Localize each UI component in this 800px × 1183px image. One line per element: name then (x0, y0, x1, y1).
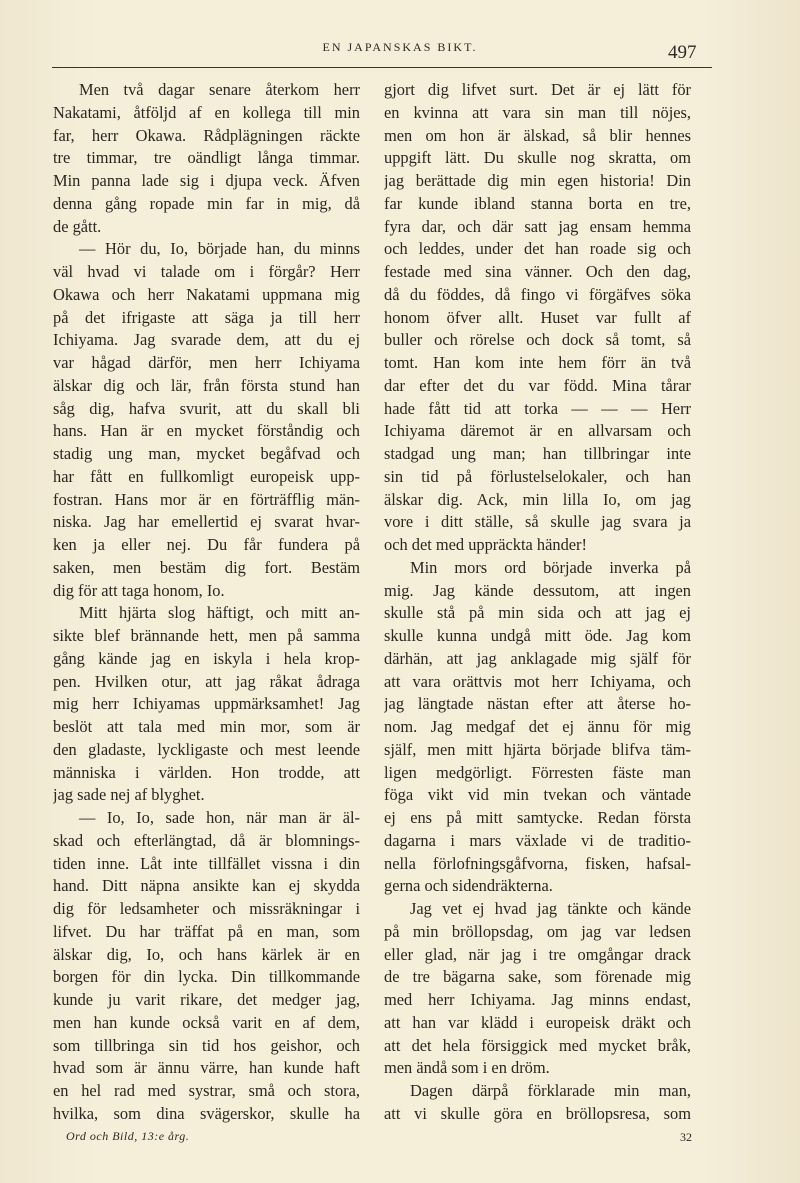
text-line: far kunde ibland stanna borta en tre, (384, 193, 691, 213)
text-line: dig för ledsamheter och missräkningar i (53, 899, 360, 918)
text-line: stadig ung man, mycket begåfvad och (53, 444, 360, 463)
text-line: uppgift lätt. Du skulle nog skratta, om (384, 148, 691, 168)
text-line: Min mors ord började inverka på (410, 557, 691, 577)
text-line: Dagen därpå förklarade min man, (410, 1081, 691, 1100)
text-line: sin tid på förlustelselokaler, och han (384, 466, 691, 486)
text-line: på min bröllopsdag, om jag var ledsen (384, 921, 691, 941)
text-line: hvilka, som dina svägerskor, skulle ha (53, 1103, 360, 1123)
text-line: saken, men bestäm dig fort. Bestäm (53, 557, 360, 577)
text-line: gjort dig lifvet surt. Det är ej lätt för (384, 80, 691, 99)
text-line: älskar dig. Ack, min lilla Io, om jag (384, 489, 691, 509)
text-line: en kvinna att vara sin man till nöjes, (384, 102, 691, 122)
text-line: lifvet. Du har träffat på en man, som (53, 921, 360, 941)
header-rule (52, 67, 712, 68)
text-line: hans. Han är en mycket förståndig och (53, 421, 360, 441)
text-line: älskar dig, Io, och hans kärlek är en (53, 944, 360, 964)
text-line: gerna och sidendräkterna. (384, 876, 553, 896)
text-line: hade fått tid att torka — — — Herr (384, 398, 691, 418)
text-line: att vara orättvis mot herr Ichiyama, och (384, 671, 691, 691)
text-line: de gått. (53, 216, 102, 236)
text-line: men ändå som i en dröm. (384, 1058, 550, 1078)
text-line: en hel rad med systrar, små och stora, (53, 1081, 360, 1100)
text-line: honom öfver allt. Huset var fullt af (384, 307, 691, 327)
text-line: skulle kunna undgå mitt öde. Jag kom (384, 626, 691, 645)
text-line: Men två dagar senare återkom herr (79, 80, 360, 99)
text-line: vore i ditt ställe, så skulle jag svara ja (384, 512, 691, 532)
text-line: Nakatami, åtföljd af en kollega till min (53, 102, 360, 122)
page-number: 497 (668, 42, 697, 63)
text-line: Mitt hjärta slog häftigt, och mitt an- (79, 603, 360, 623)
text-line: som tillbringa sin tid hos geishor, och (53, 1035, 360, 1055)
text-line: de tre bägarna sake, som förenade mig (384, 967, 691, 987)
text-line: borgen för din lycka. Din tillkommande (53, 967, 360, 987)
running-header-title: EN JAPANSKAS BIKT. (322, 40, 478, 54)
text-line: och leddes, under det han roade sig och (384, 239, 691, 259)
text-line: festade med sina vänner. Och den dag, (384, 262, 691, 281)
printer-signature-mark: 32 (680, 1130, 692, 1144)
text-line: att det hela försiggick med mycket bråk, (384, 1035, 691, 1055)
text-line: tre timmar, tre oändligt långa timmar. (53, 148, 360, 168)
text-line: men han kunde också varit en af dem, (53, 1012, 360, 1032)
text-line: far, herr Okawa. Rådplägningen räckte (53, 125, 360, 145)
text-line: stadgad ung man; han tillbringar inte (384, 444, 691, 463)
text-line: älskar dig och lär, från första stund han (53, 375, 360, 395)
text-line: hand. Ditt näpna ansikte kan ej skydda (53, 876, 360, 896)
text-line: tiden inne. Låt inte tillfället vissna i din (53, 853, 360, 873)
text-line: denna gång ropade min far in mig, då (53, 193, 360, 213)
text-line: beslöt att tala med min mor, som är (53, 717, 360, 736)
text-line: dar efter det du var född. Mina tårar (384, 375, 691, 395)
text-line: nella förlofningsgåfvorna, fisken, hafsal- (384, 853, 691, 873)
text-line: sikte blef brännande hett, men på samma (53, 626, 360, 645)
text-line: föga vikt vid min tvekan och väntade (384, 785, 691, 805)
text-line: dagarna i mars växlade vi de traditio- (384, 830, 691, 850)
text-line: skad och efterlängtad, då är blomnings- (53, 830, 360, 850)
text-line: med herr Ichiyama. Jag minns endast, (384, 990, 691, 1009)
text-line: tomt. Han kom inte hem förr än två (384, 353, 691, 372)
text-line: hvad som är ännu värre, han kunde haft (53, 1058, 360, 1078)
text-line: buller och rörelse och dock så tomt, så (384, 330, 691, 350)
text-line: då du föddes, då fingo vi förgäfves söka (384, 284, 691, 304)
text-line: ej ens på mitt samtycke. Redan första (384, 808, 691, 827)
text-line: att vi skulle göra en bröllopsresa, som (384, 1103, 691, 1123)
text-line: jag berättade dig min egen historia! Din (384, 171, 691, 190)
publication-footer: Ord och Bild, 13:e årg. (66, 1129, 190, 1143)
text-line: människa i världen. Hon trodde, att (53, 762, 360, 782)
text-line: Ichiyama däremot är en allvarsam och (384, 421, 691, 441)
text-line: Jag vet ej hvad jag tänkte och kände (410, 899, 691, 918)
right-text-column (384, 79, 691, 1126)
text-line: mig herr Ichiyamas uppmärksamhet! Jag (53, 694, 360, 714)
text-line: fostran. Hans mor är en förträfflig män- (53, 489, 360, 509)
text-line: därhän, att jag anklagade mig själf för (384, 648, 691, 668)
text-line: eller glad, när jag i tre omgångar drack (384, 944, 691, 964)
text-line: den gladaste, lyckligaste och mest leende (53, 739, 360, 759)
text-line: mig. Jag kände dessutom, att ingen (384, 580, 691, 600)
text-line: pen. Hvilken otur, att jag råkat ådraga (53, 671, 360, 691)
text-line: Min panna lade sig i djupa veck. Äfven (53, 171, 360, 190)
text-line: jag sade nej af blyghet. (53, 785, 205, 805)
text-line: men om hon är älskad, så blir hennes (384, 125, 691, 145)
text-line: väl hvad vi talade om i förgår? Herr (53, 262, 360, 281)
text-line: såg dig, hafva svurit, att du skall bli (53, 398, 360, 418)
text-line: niska. Jag har emellertid ej svarat hvar- (53, 512, 360, 532)
text-line: kunde ju varit rikare, det medger jag, (53, 990, 360, 1009)
text-line: har fått en fullkomligt europeisk upp- (53, 466, 360, 486)
text-line: att han var klädd i europeisk dräkt och (384, 1012, 691, 1032)
text-line: ligen medgörligt. Förresten fäste man (384, 762, 691, 782)
text-line: gång kände jag en iskyla i hela krop- (53, 648, 360, 668)
text-line: och det med uppräckta händer! (384, 535, 587, 554)
text-line: Okawa och herr Nakatami uppmana mig (53, 284, 360, 304)
text-line: — Hör du, Io, började han, du minns (79, 239, 360, 259)
text-line: själf, men mitt hjärta började blifva täm- (384, 739, 691, 759)
text-line: på det ifrigaste att säga ja till herr (53, 307, 360, 327)
text-line: dig för att taga honom, Io. (53, 580, 225, 600)
text-line: — Io, Io, sade hon, när man är äl- (79, 808, 360, 827)
text-line: jag längtade nästan efter att återse ho- (384, 694, 691, 714)
text-line: Ichiyama. Jag svarade dem, att du ej (53, 330, 360, 350)
text-line: ken ja eller nej. Du får fundera på (53, 535, 360, 554)
text-line: fyra dar, och där satt jag ensam hemma (384, 216, 691, 236)
text-line: nom. Jag medgaf det ej ännu för mig (384, 717, 691, 736)
left-text-column (53, 79, 360, 1126)
text-line: var hågad därför, men herr Ichiyama (53, 353, 360, 372)
text-line: skulle stå på min sida och att jag ej (384, 603, 691, 623)
